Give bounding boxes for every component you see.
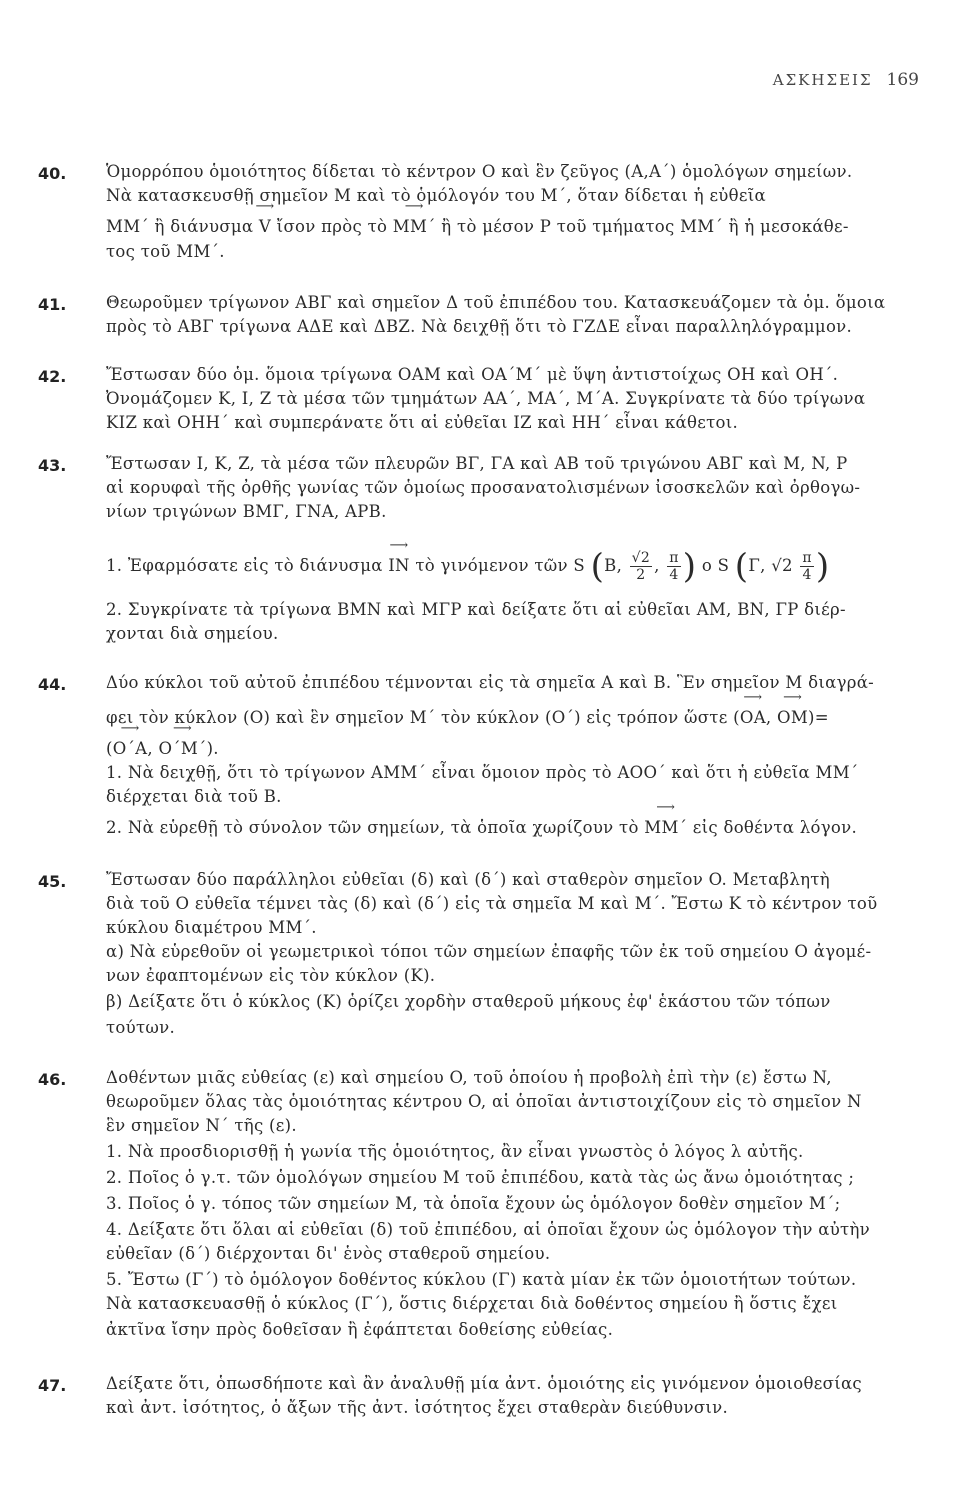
exercise-number: 41. xyxy=(38,295,67,314)
text-line: Ἔστωσαν I, K, Z, τὰ μέσα τῶν πλευρῶν ΒΓ, ΓΑ καὶ ΑΒ τοῦ τριγώνου ΑΒΓ καὶ M, N, P xyxy=(106,454,848,473)
vector-in: ⟶ IN xyxy=(388,556,410,576)
text-run: , xyxy=(765,708,778,727)
text-line: β) Δείξατε ὅτι ὁ κύκλος (K) ὁρίζει χορδὴν σταθεροῦ μήκους ἐφ' ἑκάστου τῶν τόπων xyxy=(106,992,831,1011)
vector-om: ⟶ OM xyxy=(777,708,808,728)
text-line: πρὸς τὸ ΑΒΓ τρίγωνα ΑΔΕ καὶ ΔΒΖ. Νὰ δειχθῇ ὅτι τὸ ΓΖΔΕ εἶναι παραλληλόγραμμον. xyxy=(106,317,853,336)
text-line: διὰ τοῦ O εὐθεῖα τέμνει τὰς (δ) καὶ (δ΄) εἰς τὰ σημεῖα M καὶ M΄. Ἔστω K τὸ κέντρον τοῦ xyxy=(106,894,878,913)
text-run: MM΄ ἢ διάνυσμα xyxy=(106,217,259,236)
text-line-with-vectors xyxy=(106,739,926,759)
fraction xyxy=(800,550,814,583)
text-run: ἴσον πρὸς τὸ xyxy=(271,217,393,236)
text-line: κύκλου διαμέτρου MM΄. xyxy=(106,918,317,937)
text-line: νίων τριγώνων ΒΜΓ, ΓΝΑ, ΑΡΒ. xyxy=(106,502,387,521)
text-line: Νὰ κατασκευσθῇ σημεῖον M καὶ τὸ ὁμόλογόν του M΄, ὅταν δίδεται ἡ εὐθεῖα xyxy=(106,186,766,205)
formula-line: 1. Ἐφαρμόσατε εἰς τὸ διάνυσμα ⟶ IN τὸ γινόμενον τῶν S (B, $\frac{√2}{2}$ , $\frac{\pi}{4}$ ) o S (Γ, √2 $\frac{\pi}{4}$ ) xyxy=(106,550,926,583)
paren-open: ( xyxy=(734,546,749,587)
text-line: Δοθέντων μιᾶς εὐθείας (ε) καὶ σημείου O, τοῦ ὁποίου ἡ προβολὴ ἐπὶ τὴν (ε) ἔστω N, xyxy=(106,1068,832,1087)
text-line: 3. Ποῖος ὁ γ. τόπος τῶν σημείων M, τὰ ὁποῖα ἔχουν ὡς ὁμόλογον δοθὲν σημεῖον M΄; xyxy=(106,1194,841,1213)
text-line: Δείξατε ὅτι, ὁπωσδήποτε καὶ ἂν ἀναλυθῇ μία ἀντ. ὁμοιότης εἰς γινόμενον ὁμοιοθεσίας xyxy=(106,1374,862,1393)
vector-v: ⟶ V xyxy=(259,217,271,237)
exercise-number: 44. xyxy=(38,675,67,694)
header-title: ΑΣΚΗΣΕΙΣ xyxy=(772,71,873,89)
text-line: Ἔστωσαν δύο παράλληλοι εὐθεῖαι (δ) καὶ (δ΄) καὶ σταθερὸν σημεῖον O. Μεταβλητὴ xyxy=(106,870,830,889)
text-line: 1. Νὰ προσδιορισθῇ ἡ γωνία τῆς ὁμοιότητος, ἂν εἶναι γνωστὸς ὁ λόγος λ αὐτῆς. xyxy=(106,1142,804,1161)
fraction xyxy=(630,550,652,583)
text-line: Θεωροῦμεν τρίγωνον ΑΒΓ καὶ σημεῖον Δ τοῦ ἐπιπέδου του. Κατασκευάζομεν τὰ ὁμ. ὅμοια xyxy=(106,293,886,312)
text-line: τος τοῦ MM΄. xyxy=(106,242,225,261)
exercise-number: 43. xyxy=(38,456,67,475)
fraction-denominator: 4 xyxy=(802,567,812,583)
paren-open: ( xyxy=(590,546,605,587)
text-line: Νὰ κατασκευασθῇ ὁ κύκλος (Γ΄), ὅστις διέρχεται διὰ δοθέντος σημείου ἢ ὅστις ἔχει xyxy=(106,1294,838,1313)
text-line: διέρχεται διὰ τοῦ B. xyxy=(106,787,282,806)
exercise-number: 42. xyxy=(38,367,67,386)
text-line-with-vectors xyxy=(106,818,926,838)
text-line: 1. Νὰ δειχθῇ, ὅτι τὸ τρίγωνον ΑΜΜ΄ εἶναι ὅμοιον πρὸς τὸ ΑΟΟ΄ καὶ ὅτι ἡ εὐθεῖα ΜΜ΄ xyxy=(106,763,859,782)
exercise-number: 47. xyxy=(38,1376,67,1395)
fraction-numerator: √2 xyxy=(631,550,651,566)
text-run: ἢ τὸ μέσον P τοῦ τμήματος MM΄ ἢ ἡ μεσοκάθε- xyxy=(435,217,849,236)
text-line: νων ἐφαπτομένων εἰς τὸν κύκλον (K). xyxy=(106,966,436,985)
text-line: θεωροῦμεν ὅλας τὰς ὁμοιότητας κέντρου O, αἱ ὁποῖαι ἀντιστοιχίζουν εἰς τὸ σημεῖον N xyxy=(106,1092,862,1111)
text-line: Ὁμορρόπου ὁμοιότητος δίδεται τὸ κέντρον O καὶ ἓν ζεῦγος (A,A΄) ὁμολόγων σημείων. xyxy=(106,162,853,181)
text-run: εἰς δοθέντα λόγον. xyxy=(687,818,858,837)
text-run: τὸ γινόμενον τῶν S xyxy=(409,556,591,575)
paren-close: ) xyxy=(815,546,830,587)
text-run: 2. Νὰ εὑρεθῇ τὸ σύνολον τῶν σημείων, τὰ ὁποῖα χωρίζουν τὸ xyxy=(106,818,645,837)
text-run: )= xyxy=(808,708,829,727)
text-line-with-vectors xyxy=(106,217,926,237)
fraction-numerator: π xyxy=(802,550,812,566)
text-run: φει τὸν κύκλον (O) καὶ ἓν σημεῖον M΄ τὸν κύκλον (O΄) εἰς τρόπον ὥστε ( xyxy=(106,708,740,727)
text-line: 2. Ποῖος ὁ γ.τ. τῶν ὁμολόγων σημείου M τοῦ ἐπιπέδου, κατὰ τὰς ὡς ἄνω ὁμοιότητας ; xyxy=(106,1168,855,1187)
fraction-denominator: 2 xyxy=(636,567,646,583)
text-line: Δύο κύκλοι τοῦ αὐτοῦ ἐπιπέδου τέμνονται εἰς τὰ σημεῖα A καὶ B. Ἓν σημεῖον M διαγρά- xyxy=(106,673,875,692)
page-number: 169 xyxy=(886,70,919,90)
text-run: ). xyxy=(206,739,219,758)
fraction-denominator: 4 xyxy=(669,567,679,583)
text-line: α) Νὰ εὑρεθοῦν οἱ γεωμετρικοὶ τόποι τῶν σημείων ἐπαφῆς τῶν ἐκ τοῦ σημείου O ἀγομέ- xyxy=(106,942,872,961)
vector-mm: ⟶ MM΄ xyxy=(644,818,687,838)
text-line: ΚΙΖ καὶ ΟΗΗ΄ καὶ συμπεράνατε ὅτι αἱ εὐθεῖαι ΙΖ καὶ ΗΗ΄ εἶναι κάθετοι. xyxy=(106,413,739,432)
text-run: ( xyxy=(106,739,113,758)
text-line: ἓν σημεῖον N΄ τῆς (ε). xyxy=(106,1116,297,1135)
text-line: αἱ κορυφαὶ τῆς ὀρθῆς γωνίας τῶν ὁμοίως προσανατολισμένων ἰσοσκελῶν καὶ ὀρθογω- xyxy=(106,478,861,497)
vector-oa: ⟶ OA xyxy=(740,708,766,728)
running-header xyxy=(773,70,919,90)
text-line: χονται διὰ σημείου. xyxy=(106,624,279,643)
text-line: τούτων. xyxy=(106,1018,176,1037)
formula-point: Γ, √2 xyxy=(748,556,793,575)
text-line: 2. Συγκρίνατε τὰ τρίγωνα ΒΜΝ καὶ ΜΓΡ καὶ δείξατε ὅτι αἱ εὐθεῖαι ΑΜ, ΒΝ, ΓΡ διέρ- xyxy=(106,600,846,619)
vector-o-a: ⟶ O΄A xyxy=(113,739,148,759)
exercise-number: 46. xyxy=(38,1070,67,1089)
fraction-numerator: π xyxy=(669,550,679,566)
exercise-number: 45. xyxy=(38,872,67,891)
text-run: o S xyxy=(696,556,735,575)
text-line: καὶ ἀντ. ἰσότητος, ὁ ἄξων τῆς ἀντ. ἰσότητος ἔχει σταθερὰν διεύθυνσιν. xyxy=(106,1398,729,1417)
text-line: εὐθεῖαν (δ΄) διέρχονται δι' ἑνὸς σταθεροῦ σημείου. xyxy=(106,1244,551,1263)
text-line: Ὀνομάζομεν K, I, Z τὰ μέσα τῶν τμημάτων ΑΑ΄, ΜΑ΄, Μ΄Α. Συγκρίνατε τὰ δύο τρίγωνα xyxy=(106,389,866,408)
text-run: , xyxy=(147,739,159,758)
text-line: ἀκτῖνα ἴσην πρὸς δοθεῖσαν ἢ ἐφάπτεται δοθείσης εὐθείας. xyxy=(106,1320,614,1339)
fraction xyxy=(667,550,681,583)
text-line: 5. Ἔστω (Γ΄) τὸ ὁμόλογον δοθέντος κύκλου (Γ) κατὰ μίαν ἐκ τῶν ὁμοιοτήτων τούτων. xyxy=(106,1270,857,1289)
text-line-with-vectors xyxy=(106,708,926,728)
formula-point: B, xyxy=(604,556,623,575)
exercise-number: 40. xyxy=(38,164,67,183)
text-run: 1. Ἐφαρμόσατε εἰς τὸ διάνυσμα xyxy=(106,556,389,575)
text-line: 4. Δείξατε ὅτι ὅλαι αἱ εὐθεῖαι (δ) τοῦ ἐπιπέδου, αἱ ὁποῖαι ἔχουν ὡς ὁμόλογον τὴν αὐτὴν xyxy=(106,1220,870,1239)
text-line: Ἔστωσαν δύο ὁμ. ὅμοια τρίγωνα ΟΑΜ καὶ ΟΑ΄Μ΄ μὲ ὕψη ἀντιστοίχως ΟΗ καὶ ΟΗ΄. xyxy=(106,365,839,384)
paren-close: ) xyxy=(682,546,697,587)
vector-o-m: ⟶ O΄M΄ xyxy=(158,739,206,759)
vector-mm: ⟶ MM΄ xyxy=(393,217,436,237)
